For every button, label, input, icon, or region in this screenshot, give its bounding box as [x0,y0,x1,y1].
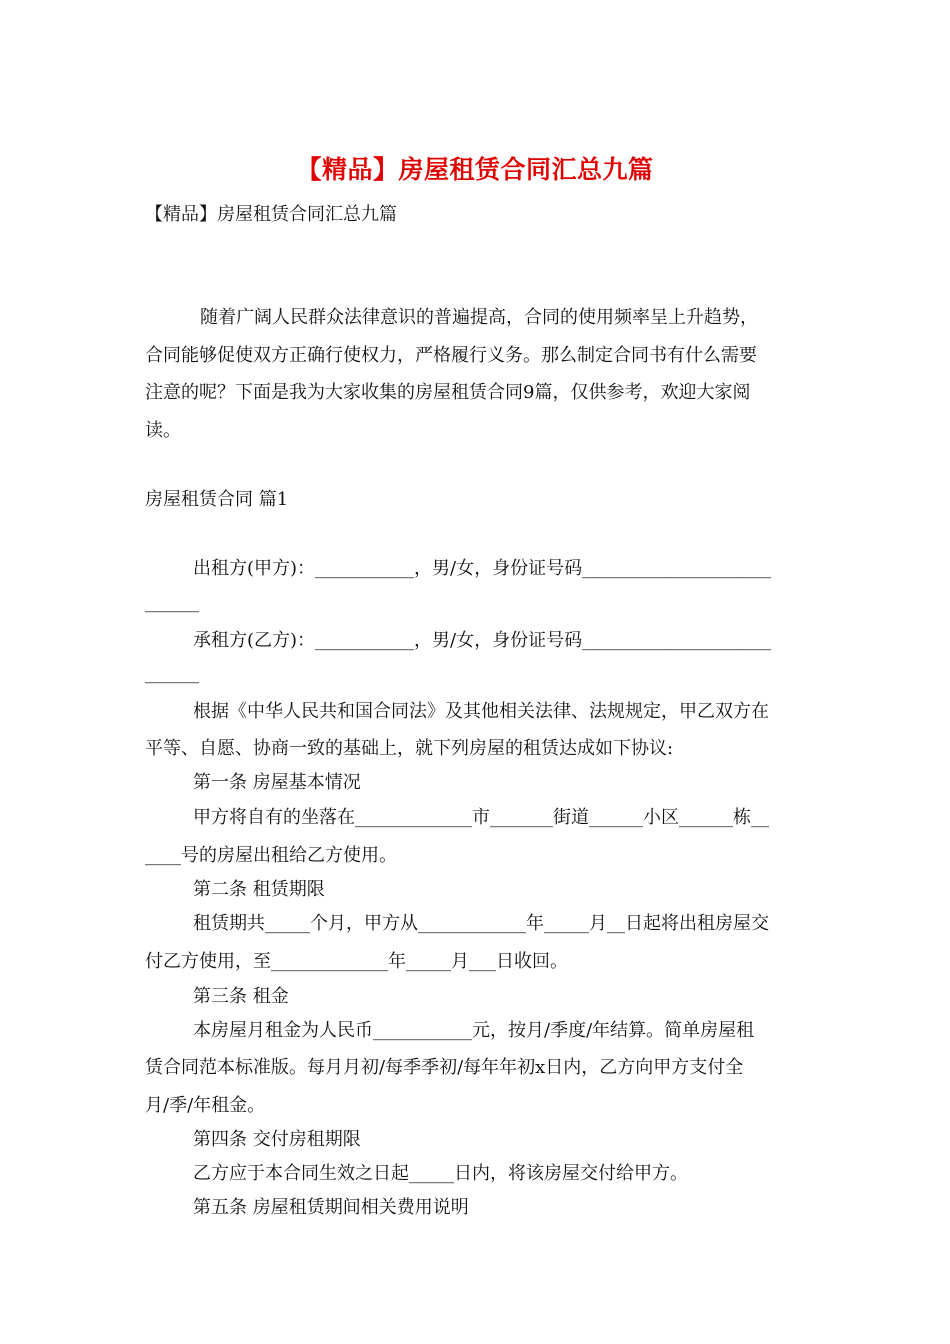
intro-line: 注意的呢？下面是我为大家收集的房屋租赁合同9篇，仅供参考，欢迎大家阅 [145,382,751,403]
article-3-line: 本房屋月租金为人民币___________元，按月/季度/年结算。简单房屋租 [193,1020,755,1041]
article-1-heading: 第一条 房屋基本情况 [193,772,361,793]
article-1-line: 甲方将自有的坐落在_____________市_______街道______小区______栋__ [193,807,769,828]
party-a-line: ______ [145,592,199,613]
preamble-line: 根据《中华人民共和国合同法》及其他相关法律、法规规定，甲乙双方在 [193,701,769,722]
article-1-line: ____号的房屋出租给乙方使用。 [145,845,397,866]
preamble-line: 平等、自愿、协商一致的基础上，就下列房屋的租赁达成如下协议: [145,738,674,759]
article-3-heading: 第三条 租金 [193,986,289,1007]
document-title: 【精品】房屋租赁合同汇总九篇 [296,155,654,184]
party-a-line: 出租方(甲方)：___________，男/女，身份证号码_____________________ [193,558,772,579]
article-5-heading: 第五条 房屋租赁期间相关费用说明 [193,1197,469,1218]
article-4-heading: 第四条 交付房租期限 [193,1129,361,1150]
article-4-line: 乙方应于本合同生效之日起_____日内，将该房屋交付给甲方。 [193,1163,688,1184]
party-b-line: 承租方(乙方)：___________，男/女，身份证号码_____________________ [193,630,772,651]
article-2-heading: 第二条 租赁期限 [193,879,325,900]
party-b-line: ______ [145,663,199,684]
intro-line: 读。 [145,420,181,441]
document-subtitle: 【精品】房屋租赁合同汇总九篇 [145,204,397,225]
article-3-line: 赁合同范本标准版。每月月初/每季季初/每年年初x日内，乙方向甲方支付全 [145,1057,744,1078]
article-3-line: 月/季/年租金。 [145,1095,266,1116]
article-2-line: 租赁期共_____个月，甲方从____________年_____月__日起将出租房屋交 [193,913,769,934]
article-2-line: 付乙方使用，至_____________年_____月___日收回。 [145,951,568,972]
intro-line: 合同能够促使双方正确行使权力，严格履行义务。那么制定合同书有什么需要 [145,345,757,366]
intro-line: 随着广阔人民群众法律意识的普遍提高，合同的使用频率呈上升趋势， [200,307,758,328]
section-heading: 房屋租赁合同 篇1 [145,489,289,510]
